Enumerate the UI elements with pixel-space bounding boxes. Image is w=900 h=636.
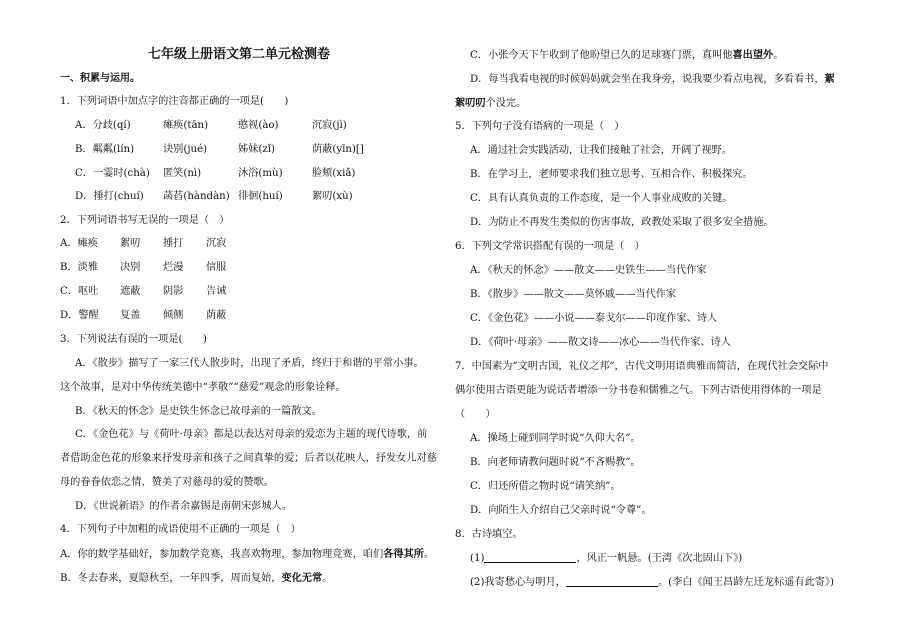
question-7-option-c: C．归还所借之物时说“请笑纳”。 <box>470 481 621 492</box>
question-3-option-c-line1: C．《金色花》与《荷叶·母亲》都是以表达对母亲的爱恋为主题的现代诗歌，前 <box>75 429 428 440</box>
question-5-option-a: A．通过社会实践活动，让我们接触了社会，开阔了视野。 <box>470 145 733 156</box>
question-4-option-a: A．你的数学基础好，参加数学竞赛，我喜欢物理，参加物理竞赛，咱们各得其所。 <box>60 548 435 560</box>
question-4-option-d-line1: D．每当我看电视的时候妈妈就会坐在我身旁，说我要少看点电视，多看看书，絮 <box>470 73 835 85</box>
question-3-option-c-line3: 母的眷眷依恋之情，赞美了对慈母的爱的赞歌。 <box>60 477 274 488</box>
question-7-option-b: B．向老师请教问题时说“不吝赐教”。 <box>470 457 641 468</box>
question-8-item-1: (1) ，风正一帆悬。(王湾《次北固山下》) <box>470 553 743 564</box>
question-3-option-d: D．《世说新语》的作者余嘉锡是南朝宋彭城人。 <box>75 501 293 512</box>
question-4-option-c: C．小张今天下午收到了他盼望已久的足球赛门票，真叫他喜出望外。 <box>470 49 784 61</box>
question-3-stem: 3．下列说法有误的一项是( ) <box>60 334 207 345</box>
question-8-stem: 8．古诗填空。 <box>455 529 523 540</box>
question-7-stem-line1: 7．中国素为“文明古国，礼仪之邦”，古代文明用语典雅而简洁，在现代社会交际中 <box>455 361 829 372</box>
question-5-stem: 5．下列句子没有语病的一项是（ ） <box>455 121 625 132</box>
question-7-stem-line2: 偶尔使用古语更能为说话者增添一分书卷和儒雅之气。下列古语使用得体的一项是 <box>455 385 822 396</box>
question-7-stem-line3: （ ） <box>455 409 496 420</box>
answer-blank-2[interactable] <box>566 576 658 587</box>
question-6-option-b: B．《散步》——散文——莫怀戚——当代作家 <box>470 289 677 300</box>
question-7-option-d: D．向陌生人介绍自己父亲时说“令尊”。 <box>470 505 652 516</box>
question-5-option-d: D．为防止不再发生类似的伤害事故，政教处采取了很多安全措施。 <box>470 217 774 228</box>
question-8-item-2: (2)我寄愁心与明月， 。(李白《闻王昌龄左迁龙标遥有此寄》) <box>470 577 834 588</box>
question-4-option-d-line2: 絮叨叨个没完。 <box>455 97 527 109</box>
question-6-option-d: D．《荷叶·母亲》——散文诗——冰心——当代作家、诗人 <box>470 337 731 348</box>
question-2-stem: 2．下列词语书写无误的一项是（ ） <box>60 215 230 226</box>
question-6-stem: 6．下列文学常识搭配有误的一项是（ ） <box>455 241 645 252</box>
question-3-option-a-line2: 这个故事，是对中华传统美德中“孝敬”“慈爱”观念的形象诠释。 <box>60 382 346 393</box>
section-heading: 一、积累与运用。 <box>60 73 140 84</box>
answer-blank-1[interactable] <box>484 552 576 563</box>
question-6-option-a: A．《秋天的怀念》——散文——史铁生——当代作家 <box>470 265 707 276</box>
question-3-option-b: B．《秋天的怀念》是史铁生怀念已故母亲的一篇散文。 <box>75 406 322 417</box>
question-1-stem: 1．下列词语中加点字的注音都正确的一项是( ) <box>60 96 289 107</box>
page-title: 七年级上册语文第二单元检测卷 <box>148 47 331 62</box>
question-6-option-c: C．《金色花》——小说——泰戈尔——印度作家、诗人 <box>470 313 718 324</box>
question-4-option-b: B．冬去春来，夏隐秋至，一年四季，周而复始，变化无常。 <box>60 572 333 584</box>
question-3-option-c-line2: 者借助金色花的形象来抒发母亲和孩子之间真挚的爱；后者以花映人，抒发女儿对慈 <box>60 453 437 464</box>
question-5-option-b: B．在学习上，老师要求我们独立思考、互相合作、积极探究。 <box>470 169 753 180</box>
question-7-option-a: A．操场上碰到同学时说“久仰大名”。 <box>470 433 641 444</box>
exam-page: 七年级上册语文第二单元检测卷 一、积累与运用。 1．下列词语中加点字的注音都正确的一项是( ) A．分歧(qí) 瘫痪(tān) 憨视(ào) 沉寂(jì) B．粼粼(lín) 诀别(jué) 姊妹(zǐ) 荫蔽(yīn)[] C．一霎时(chà) 匿笑(nì) 沐浴(mù) 脸颊(xiǎ) D．捶打(chuí) 菡萏(hàndàn) 徘徊(huí) 絮叨(xù) 2．下列词语书写无误的一项是（ ） A．瘫痪 絮叨 捶打 沉寂 B．淡雅 决别 烂漫 信服 C．呕吐 遮蔽 阴影 告诫 D．警醒 复盖 倾侧 荫蔽 3．下列说法有误的一项是( ) A．《散步》描写了一家三代人散步时，出现了矛盾，终归于和谐的平常小事。 这个故事，是对中华传统美德中“孝敬”“慈爱”观念的形象诠释。 B．《秋天的怀念》是史铁生怀念已故母亲的一篇散文。 C．《金色花》与《荷叶·母亲》都是以表达对母亲的爱恋为主题的现代诗歌，前 者借助金色花的形象来抒发母亲和孩子之间真挚的爱；后者以花映人，抒发女儿对慈 母的眷眷依恋之情，赞美了对慈母的爱的赞歌。 D．《世说新语》的作者余嘉锡是南朝宋彭城人。 4．下列句子中加粗的成语使用不正确的一项是（ ） A．你的数学基础好，参加数学竞赛，我喜欢物理，参加物理竞赛，咱们各得其所。 B．冬去春来，夏隐秋至，一年四季，周而复始，变化无常。 C．小张今天下午收到了他盼望已久的足球赛门票，真叫他喜出望外。 D．每当我看电视的时候妈妈就会坐在我身旁，说我要少看点电视，多看看书，絮 絮叨叨个没完。 5．下列句子没有语病的一项是（ ） A．通过社会实践活动，让我们接触了社会，开阔了视野。 B．在学习上，老师要求我们独立思考、互相合作、积极探究。 C．具有认真负责的工作态度，是一个人事业成败的关键。 D．为防止不再发生类似的伤害事故，政教处采取了很多安全措施。 6．下列文学常识搭配有误的一项是（ ） A．《秋天的怀念》——散文——史铁生——当代作家 B．《散步》——散文——莫怀戚——当代作家 C．《金色花》——小说——泰戈尔——印度作家、诗人 D．《荷叶·母亲》——散文诗——冰心——当代作家、诗人 7．中国素为“文明古国，礼仪之邦”，古代文明用语典雅而简洁，在现代社会交际中 偶尔使用古语更能为说话者增添一分书卷和儒雅之气。下列古语使用得体的一项是 （ ） A．操场上碰到同学时说“久仰大名”。 B．向老师请教问题时说“不吝赐教”。 C．归还所借之物时说“请笑纳”。 D．向陌生人介绍自己父亲时说“令尊”。 8．古诗填空。 (1) ，风正一帆悬。(王湾《次北固山下》) (2)我寄愁心与明月， 。(李白《闻王昌龄左迁龙标遥有此寄》) <box>60 47 835 588</box>
question-4-stem: 4．下列句子中加粗的成语使用不正确的一项是（ ） <box>60 524 301 535</box>
question-3-option-a-line1: A．《散步》描写了一家三代人散步时，出现了矛盾，终归于和谐的平常小事。 <box>75 358 424 369</box>
question-5-option-c: C．具有认真负责的工作态度，是一个人事业成败的关键。 <box>470 193 733 204</box>
